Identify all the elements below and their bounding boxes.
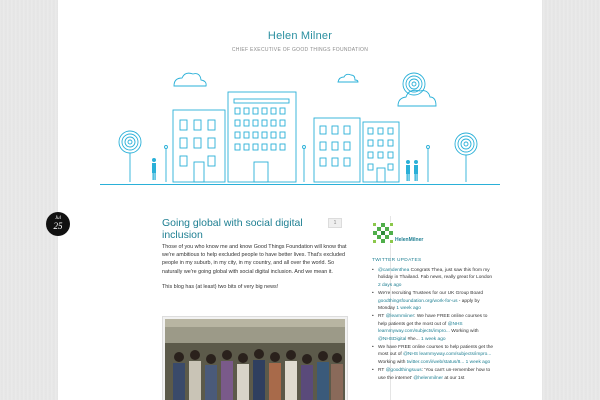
tweet-text: RT [378, 368, 386, 374]
tweet-link[interactable]: goodthingsfoundation.org/work-for-us [378, 298, 458, 304]
post-group-photo [162, 316, 348, 400]
cloud-right [398, 90, 436, 106]
group-photo-image [165, 319, 345, 400]
tweet-mention[interactable]: @NHS [403, 352, 419, 358]
header-ground-line [100, 184, 500, 185]
post-paragraph: Those of you who know me and know Good Things Foundation will know that we're ambitious to help excluded people to have better lives. That's excluded people in my suburb, in my city, in my country, and all over the world. So naturally we're going global with social digital inclusion. And we mean it. [162, 244, 347, 275]
date-month: Jul [54, 216, 62, 221]
cloud-small-center [338, 74, 358, 82]
post-paragraph: This blog has (at least) two bits of very big news! [162, 283, 279, 290]
tweet-mention[interactable]: @helenmilner [413, 375, 443, 381]
fingerprint-tree-far-right [455, 133, 477, 182]
tweet-text: We're recruiting Trustees for our UK Group Board [378, 291, 484, 297]
tweet-text: RT [378, 314, 386, 320]
tweet-text: #he... [406, 336, 421, 342]
tweet-text: Congrats Thea, just saw this from my holiday in Thailand. Fab news, really great for London [378, 268, 493, 281]
post-date-badge [46, 212, 70, 236]
tweet-mention[interactable]: @goodthingsuus [385, 368, 422, 374]
tweet-list [372, 267, 494, 383]
tweet-mention[interactable]: @NHSDigital [378, 336, 407, 342]
tweet-text: Working with [378, 359, 407, 365]
tweet-item [372, 313, 494, 343]
cloud-left [174, 73, 206, 86]
building-far-right [363, 122, 399, 182]
tweet-text: We have FREE online courses to help patients get the most out of [378, 345, 494, 358]
date-day: 25 [53, 221, 63, 231]
tweet-mention[interactable]: @camdenthea [378, 268, 410, 273]
fingerprint-tree-right [403, 73, 425, 95]
tweet-item [372, 267, 494, 289]
header-city-illustration [58, 62, 542, 186]
profile-name-link[interactable]: HelenMilner [395, 237, 424, 243]
site-tagline: CHIEF EXECUTIVE OF GOOD THINGS FOUNDATION [231, 47, 369, 53]
fingerprint-tree-left [119, 131, 141, 182]
people-silhouettes [152, 158, 418, 181]
tweet-text: - apply by Monday [378, 298, 480, 312]
building-center-tall [228, 92, 296, 182]
tweet-age-link[interactable]: 1 week ago [396, 306, 421, 312]
tweet-text: : We have FREE online courses to help patients get the most out of [378, 314, 488, 327]
tweet-link[interactable]: learnmyway.com/subjects/impro... [418, 352, 492, 358]
twitter-updates-heading: TWITTER UPDATES [372, 258, 422, 263]
tweet-link[interactable]: twitter.com/i/web/status/8... [406, 359, 465, 365]
tweet-text: at our 1st [443, 375, 465, 381]
tweet-link[interactable]: learnmyway.com/subjects/impro... [378, 329, 450, 335]
site-title[interactable]: Helen Milner [267, 30, 333, 42]
tweet-age-link[interactable]: 2 days ago [378, 282, 402, 288]
tweet-age-link[interactable]: 1 week ago [421, 336, 446, 342]
tweet-text: Working with [449, 329, 479, 335]
tweet-mention[interactable]: @NHS [447, 321, 463, 327]
tweet-item [372, 367, 494, 382]
comment-count-badge[interactable]: 1 [328, 218, 342, 228]
tweet-text: : 'You can't un-remember how to use the internet' [378, 368, 491, 381]
post-body [162, 243, 352, 298]
building-left [173, 110, 225, 182]
building-right [314, 118, 360, 182]
tweet-item [372, 344, 494, 366]
tweet-item [372, 290, 494, 312]
tweet-age-link[interactable]: 1 week ago [465, 359, 491, 365]
post-title[interactable]: Going global with social digital inclusion [162, 217, 303, 241]
profile-logo-icon[interactable] [372, 222, 394, 244]
tweet-mention[interactable]: @learnmiiner [385, 314, 415, 320]
